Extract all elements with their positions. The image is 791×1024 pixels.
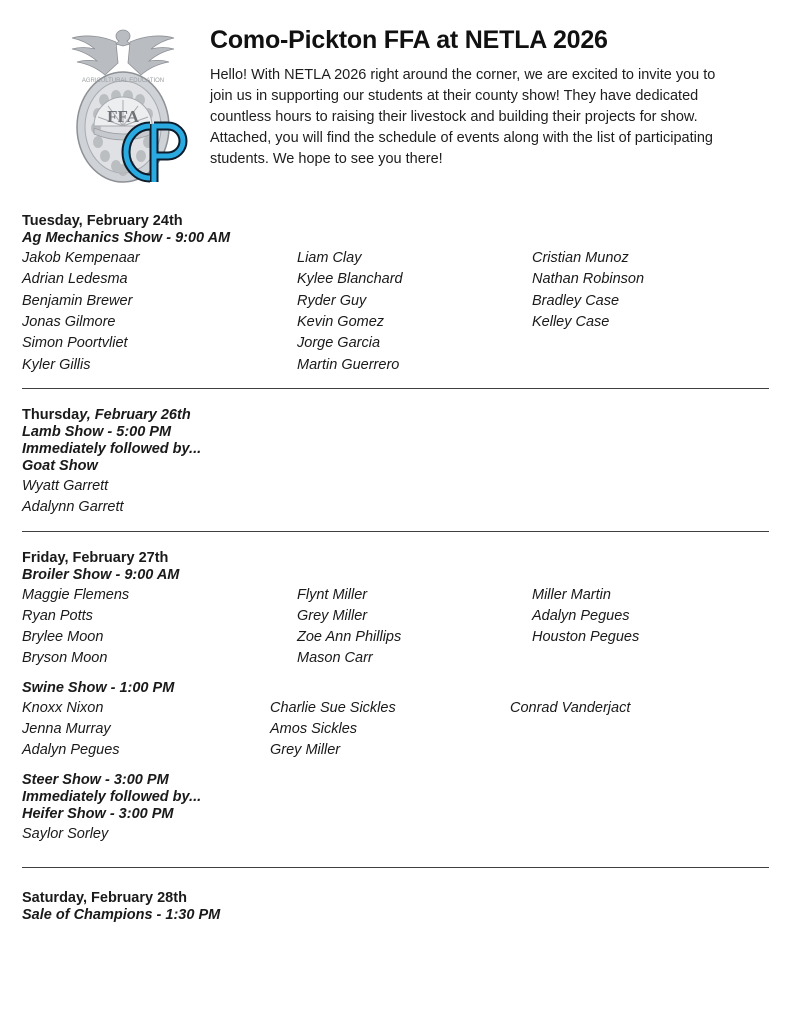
header-text-block [210,18,769,170]
participant-name: Nathan Robinson [532,271,645,288]
participant-name: Bradley Case [532,292,620,309]
participant-name: Adalyn Pegues [532,607,630,624]
show-subheading: Immediately followed by... [22,440,202,457]
page-title: Como-Pickton FFA at NETLA 2026 [210,26,608,54]
participant-name: Kelley Case [532,313,610,330]
participant-name: Flynt Miller [297,586,368,603]
cp-monogram-icon [110,110,196,196]
show-heading: Ag Mechanics Show - 9:00 AM [22,230,231,246]
intro-paragraph: Hello! With NETLA 2026 right around the corner, we are excited to invite you to join us in supporting our students at their county show! They have dedicated countless hours to raising their livestock and building their projects for show. Attached, you will find the schedule of events along with the list of participating students. We hope to see you there! [210,67,716,168]
section-divider [22,531,769,532]
participant-name: Jakob Kempenaar [22,250,140,266]
participant-name: Simon Poortvliet [22,335,128,352]
section-divider [22,388,769,389]
participant-columns [22,698,769,762]
participant-name: Mason Carr [297,650,373,667]
day-heading: Friday, February 27th [22,549,169,566]
participant-name: Knoxx Nixon [22,699,104,716]
participant-name: Bryson Moon [22,650,108,667]
participant-column [297,585,532,670]
document-header [22,18,769,197]
show-heading-2: Goat Show [22,457,98,474]
participant-name: Ryan Potts [22,607,93,624]
participant-name: Jonas Gilmore [22,313,116,330]
participant-column [22,698,270,762]
participant-name: Grey Miller [270,742,341,759]
participant-name: Charlie Sue Sickles [270,699,396,716]
participant-name: Benjamin Brewer [22,292,133,309]
show-subheading: Immediately followed by... [22,788,202,805]
participant-name: Kylee Blanchard [297,271,403,288]
participant-name: Kyler Gillis [22,356,91,373]
participant-column [22,585,297,670]
participant-columns [22,585,769,670]
participant-name: Jenna Murray [22,721,111,738]
participant-name: Conrad Vanderjact [510,699,631,716]
participant-name: Liam Clay [297,250,362,266]
participant-name: Zoe Ann Phillips [297,629,402,646]
show-heading: Swine Show - 1:00 PM [22,679,175,696]
participant-name: Ryder Guy [297,292,367,309]
day-heading: Tuesday, February 24th [22,213,183,229]
show-heading: Steer Show - 3:00 PM [22,771,169,788]
participant-column [22,248,297,376]
day-heading [22,407,769,423]
participant-name: Martin Guerrero [297,356,400,373]
show-heading-2: Heifer Show - 3:00 PM [22,805,174,822]
participant-column [297,248,532,376]
participant-name: Grey Miller [297,607,368,624]
participant-name: Cristian Munoz [532,250,629,266]
day-suffix: y, February 26th [79,406,191,423]
participant-name: Maggie Flemens [22,586,130,603]
participant-name: Wyatt Garrett [22,477,109,494]
participant-columns [22,248,769,376]
day-prefix: Thursda [22,406,80,423]
participant-column [270,698,510,762]
participant-column [22,476,297,519]
show-heading: Broiler Show - 9:00 AM [22,566,180,583]
participant-name: Adalyn Pegues [22,742,120,759]
participant-name: Brylee Moon [22,629,104,646]
svg-text:FFA: FFA [107,107,139,126]
ffa-emblem-icon [48,22,198,197]
participant-column [22,824,297,845]
participant-columns [22,476,769,519]
participant-name: Adalynn Garrett [22,499,124,516]
section-tuesday [22,203,769,384]
participant-name: Saylor Sorley [22,825,109,842]
participant-name: Houston Pegues [532,629,640,646]
show-heading: Sale of Champions - 1:30 PM [22,907,221,923]
day-heading: Saturday, February 28th [22,890,187,906]
participant-name: Kevin Gomez [297,313,385,330]
participant-column [510,698,740,762]
participant-name: Miller Martin [532,586,611,603]
participant-name: Jorge Garcia [297,335,381,352]
show-heading: Lamb Show - 5:00 PM [22,423,172,440]
participant-column [532,248,762,376]
participant-columns [22,824,769,845]
participant-name: Amos Sickles [270,721,358,738]
participant-column [532,585,762,670]
participant-name: Adrian Ledesma [22,271,128,288]
svg-text:AGRICULTURAL EDUCATION: AGRICULTURAL EDUCATION [81,78,165,84]
section-divider [22,867,769,868]
section-friday [22,540,769,854]
section-thursday [22,397,769,527]
section-saturday [22,876,769,932]
